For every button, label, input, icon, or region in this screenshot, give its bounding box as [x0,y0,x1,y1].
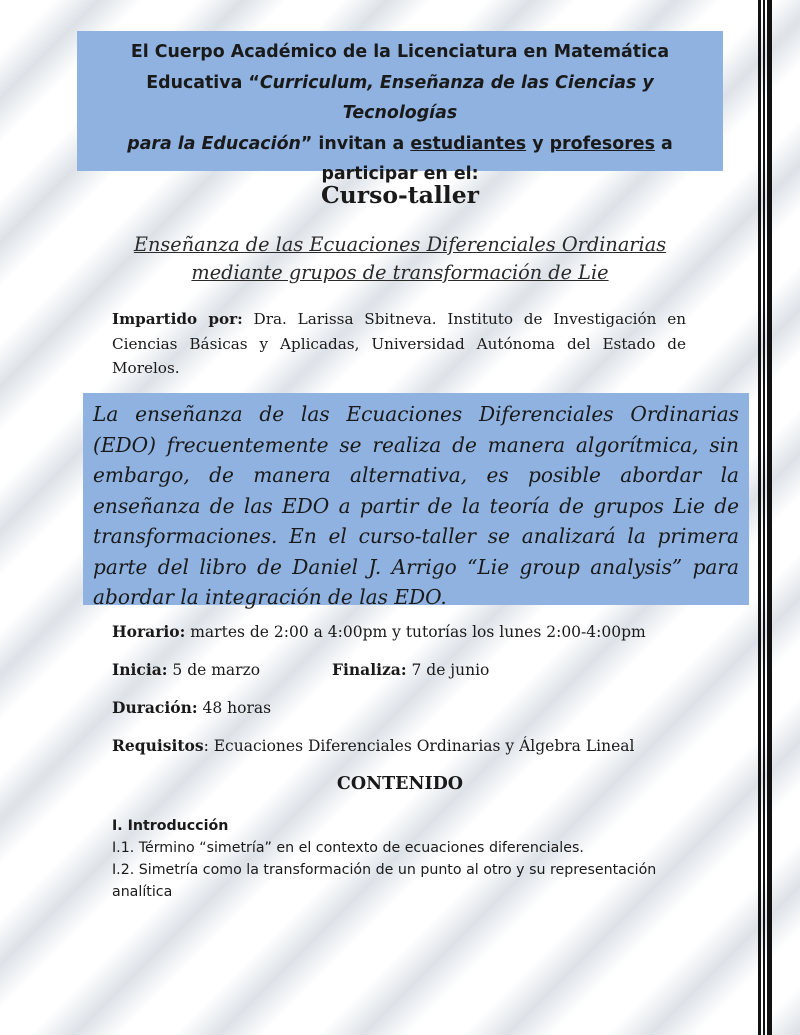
duration-label: Duración: [112,698,198,717]
schedule-value: martes de 2:00 a 4:00pm y tutorías los lunes 2:00-4:00pm [185,623,646,641]
header-line3-italic: para la Educación [127,133,301,154]
course-type: Curso-taller [320,181,480,209]
instructor [112,307,686,381]
instructor-label: Impartido por: [112,310,243,328]
duration-value: 48 horas [197,699,272,717]
requirements-label: Requisitos [112,736,204,755]
header-teachers: profesores [549,133,655,154]
instructor-text: Dra. Larissa Sbitneva. Instituto de Investigación en Ciencias Básicas y Aplicadas, Universidad Autónoma del Estado de Morelos. [112,310,686,377]
header-line3-mid2: y [526,133,550,154]
list-item: I.2. Simetría como la transformación de un punto al otro y su representación analítica [112,862,657,900]
header-students: estudiantes [410,133,527,154]
frame-line-left [758,0,761,1035]
section-introduction: I. Introducción [112,818,229,834]
end-date [332,660,489,679]
schedule-label: Horario: [112,622,186,641]
start-date [112,660,260,679]
start-label: Inicia: [112,660,168,679]
header-line4: participar en el: [321,164,479,184]
frame-line-middle [763,0,765,1035]
end-value: 7 de junio [406,661,490,679]
header-line3-mid1: ” invitan a [300,133,411,154]
requirements-value: : Ecuaciones Diferenciales Ordinarias y Álgebra Lineal [203,737,635,755]
end-label: Finaliza: [332,660,407,679]
header-line3-end: a [654,133,673,154]
course-title-line1: Enseñanza de las Ecuaciones Diferenciales Ordinarias [133,233,667,256]
contents-list [112,815,712,903]
duration [112,698,271,717]
course-description: La enseñanza de las Ecuaciones Diferenciales Ordinarias (EDO) frecuentemente se realiza de manera algorítmica, sin embargo, de manera alternativa, es posible abordar la enseñanza de las EDO a partir de la teoría de grupos Lie de transformaciones. En el curso-taller se analizará la primera parte del libro de Daniel J. Arrigo “Lie group analysis” para abordar la integración de las EDO. [83,393,749,605]
course-title-line2: mediante grupos de transformación de Lie [191,261,609,284]
header-line2-italic: Curriculum, Enseñanza de las Ciencias y Tecnologías [259,72,654,123]
schedule [112,622,646,641]
course-title [110,231,690,287]
invitation-header [77,31,723,184]
frame-line-right [767,0,772,1035]
list-item: I.1. Término “simetría” en el contexto de ecuaciones diferenciales. [112,840,584,856]
header-line2-pre: Educativa “ [146,72,260,93]
contents-heading: CONTENIDO [336,774,464,794]
start-value: 5 de marzo [167,661,261,679]
header-line1: El Cuerpo Académico de la Licenciatura en Matemática [130,42,670,62]
requirements [112,736,634,755]
